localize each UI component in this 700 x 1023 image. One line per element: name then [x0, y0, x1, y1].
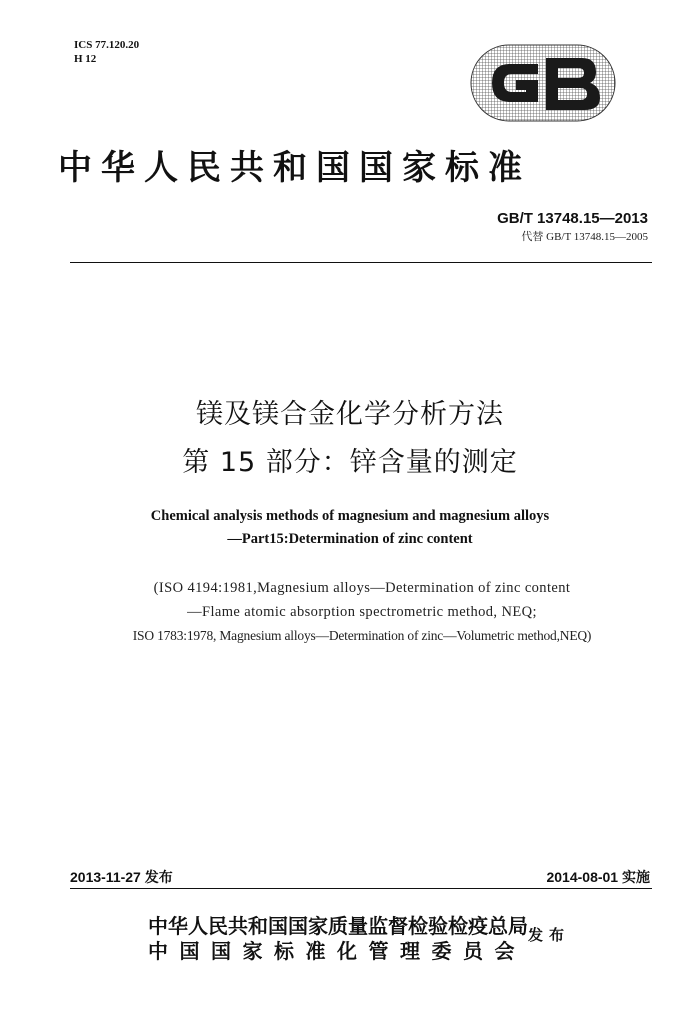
- ccs-code: H 12: [74, 53, 97, 65]
- title-cn-line1: 镁及镁合金化学分析方法: [196, 399, 504, 430]
- gb-logo: [470, 44, 616, 122]
- title-en-line2: —Part15:Determination of zinc content: [227, 531, 473, 547]
- implementation-date: 2014-08-01 实施: [546, 869, 650, 885]
- iso-ref-line1: (ISO 4194:1981,Magnesium alloys—Determination of zinc content: [153, 580, 571, 596]
- classification-codes: [74, 38, 139, 66]
- issuer-line1: 中华人民共和国国家质量监督检验检疫总局: [148, 914, 528, 938]
- standard-number: [497, 210, 648, 227]
- top-divider: [70, 262, 652, 263]
- standard-type-title: 中华人民共和国国家标准: [58, 148, 531, 188]
- replaces-standard: 代替 GB/T 13748.15—2005: [521, 231, 648, 243]
- ics-code: ICS 77.120.20: [74, 39, 140, 51]
- iso-ref-line3: ISO 1783:1978, Magnesium alloys—Determination of zinc—Volumetric method,NEQ): [132, 628, 592, 643]
- publish-label: 发布: [528, 926, 571, 944]
- title-en-line1: Chemical analysis methods of magnesium and magnesium alloys: [150, 508, 550, 524]
- iso-ref-line2: —Flame atomic absorption spectrometric method, NEQ;: [187, 604, 537, 620]
- issuer-line2: 中国国家标准化管理委员会: [148, 939, 526, 963]
- issue-date: 2013-11-27 发布: [70, 869, 173, 885]
- bottom-divider: [70, 888, 652, 889]
- standard-number-text: GB/T 13748.15—2013: [497, 210, 648, 227]
- title-cn-line2: 第 15 部分：锌含量的测定: [182, 447, 518, 478]
